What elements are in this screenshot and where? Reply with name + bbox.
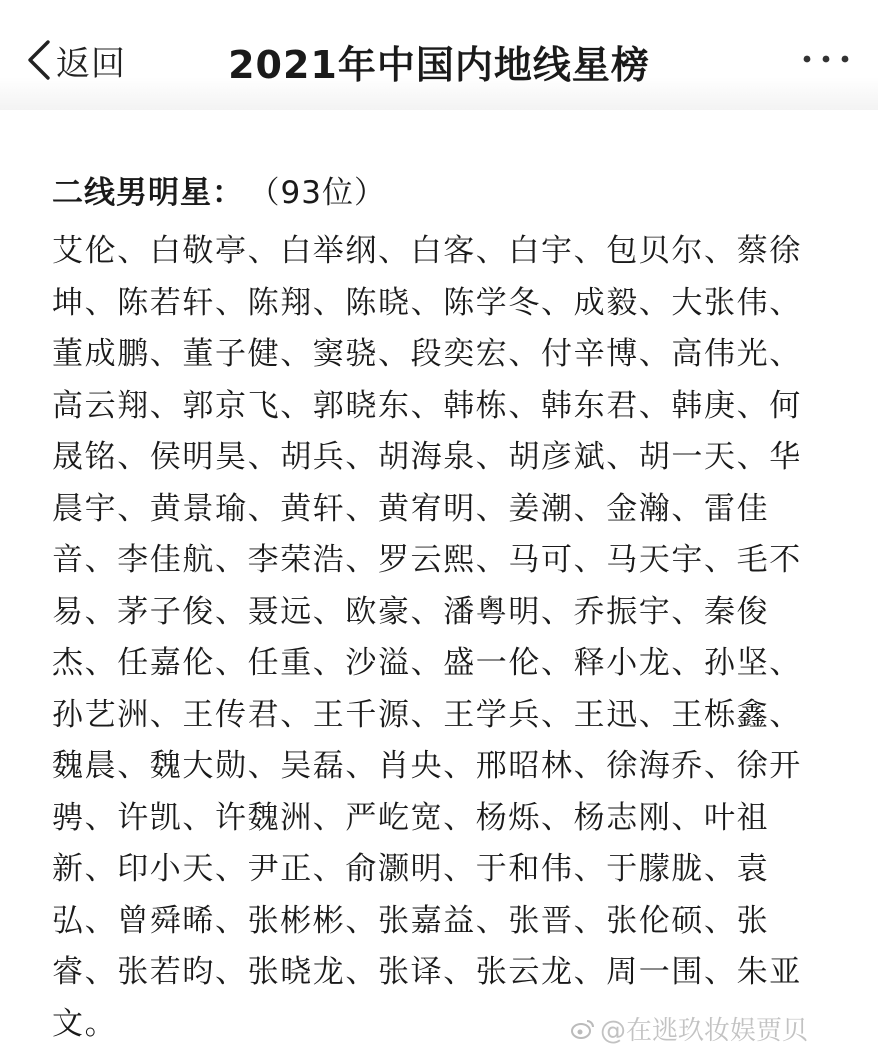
section-label: 二线男明星：	[52, 175, 244, 211]
section-count: （93位）	[264, 175, 386, 211]
nav-bar	[0, 0, 878, 110]
weibo-icon	[570, 1018, 596, 1040]
back-label: 返回	[56, 43, 126, 84]
names-paragraph: 艾伦、白敬亭、白举纲、白客、白宇、包贝尔、蔡徐坤、陈若轩、陈翔、陈晓、陈学冬、成毅、大张伟、董成鹏、董子健、窦骁、段奕宏、付辛博、高伟光、高云翔、郭京飞、郭晓东、韩栋、韩东君、韩庚、何晟铭、侯明昊、胡兵、胡海泉、胡彦斌、胡一天、华晨宇、黄景瑜、黄轩、黄宥明、姜潮、金瀚、雷佳音、李佳航、李荣浩、罗云熙、马可、马天宇、毛不易、茅子俊、聂远、欧豪、潘粤明、乔振宇、秦俊杰、任嘉伦、任重、沙溢、盛一伦、释小龙、孙坚、孙艺洲、王传君、王千源、王学兵、王迅、王栎鑫、魏晨、魏大勋、吴磊、肖央、邢昭林、徐海乔、徐开骋、许凯、许魏洲、严屹宽、杨烁、杨志刚、叶祖新、印小天、尹正、俞灏明、于和伟、于朦胧、袁弘、曾舜晞、张彬彬、张嘉益、张晋、张伦硕、张睿、张若昀、张晓龙、张译、张云龙、周一围、朱亚文。	[52, 233, 802, 1042]
section-heading	[52, 168, 832, 218]
article-content	[52, 168, 832, 1050]
watermark-text: @在逃玖妆娱贾贝	[599, 1016, 808, 1046]
watermark	[570, 1010, 808, 1047]
more-icon[interactable]	[800, 46, 852, 72]
page-title: 2021年中国内地线星榜	[228, 43, 650, 87]
